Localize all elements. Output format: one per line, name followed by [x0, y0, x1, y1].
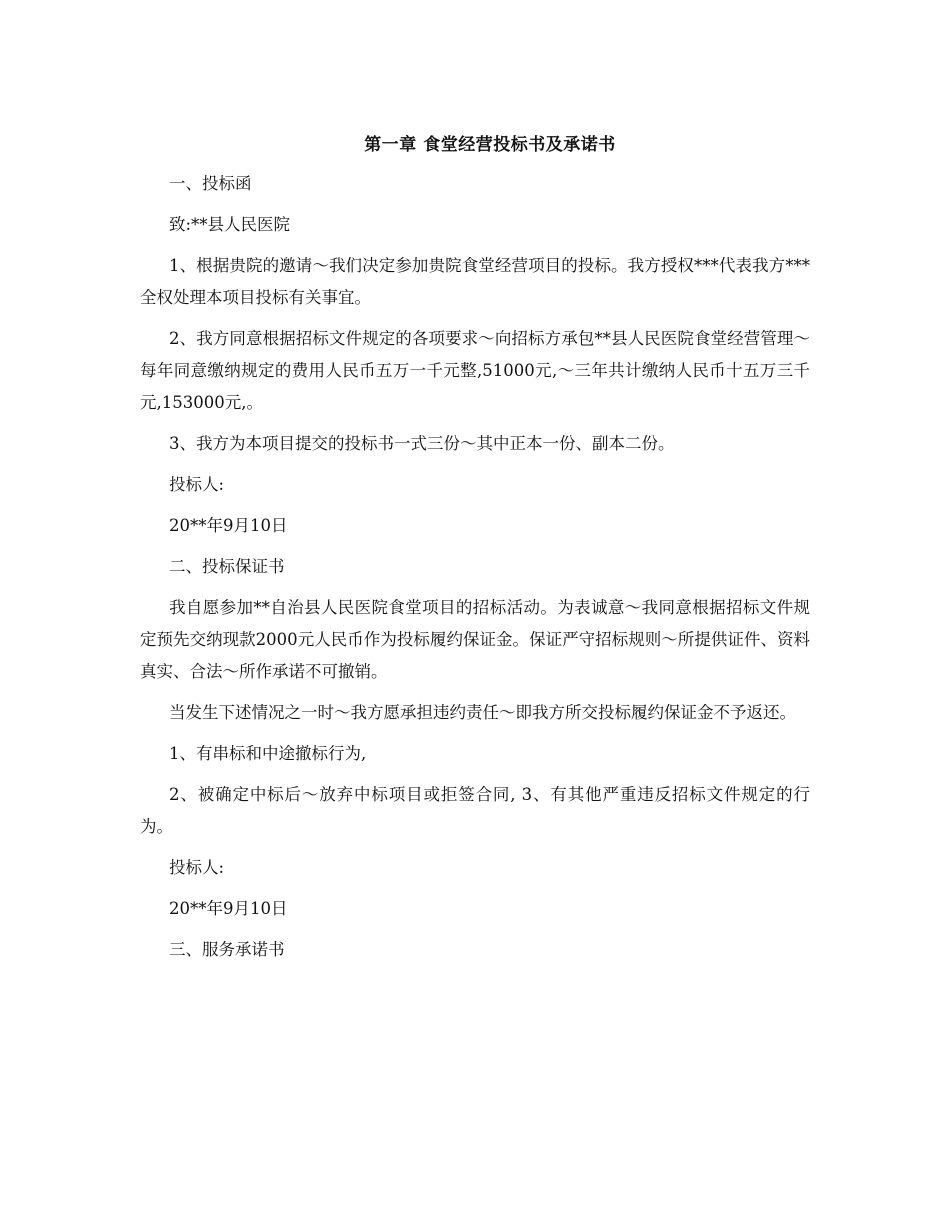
addressee: 致:**县人民医院 [169, 215, 291, 234]
bidder-label: 投标人: [169, 475, 225, 494]
document-title: 第一章 食堂经营投标书及承诺书 [364, 135, 616, 155]
paragraph-fees: 2、我方同意根据招标文件规定的各项要求～向招标方承包**县人民医院食堂经营管理～每年同意缴纳规定的费用人民币五万一千元整,51000元,～三年共计缴纳人民币十五万三千元,153000元,。 [140, 329, 810, 412]
section-heading-bid-letter: 一、投标函 [169, 174, 252, 193]
document-body [140, 168, 810, 975]
paragraph-authorization: 1、根据贵院的邀请～我们决定参加贵院食堂经营项目的投标。我方授权***代表我方***全权处理本项目投标有关事宜。 [140, 256, 810, 307]
list-item-refusal: 2、被确定中标后～放弃中标项目或拒签合同, 3、有其他严重违反招标文件规定的行为。 [140, 785, 810, 836]
bidder-label: 投标人: [169, 858, 225, 877]
date-line: 20**年9月10日 [169, 516, 288, 535]
date-line: 20**年9月10日 [169, 899, 288, 918]
paragraph-deposit: 我自愿参加**自治县人民医院食堂项目的招标活动。为表诚意～我同意根据招标文件规定预先交纳现款2000元人民币作为投标履约保证金。保证严守招标规则～所提供证件、资料真实、合法～所作承诺不可撤销。 [140, 598, 810, 681]
section-heading-service: 三、服务承诺书 [169, 940, 285, 959]
paragraph-liability: 当发生下述情况之一时～我方愿承担违约责任～即我方所交投标履约保证金不予返还。 [169, 703, 796, 722]
list-item-collusion: 1、有串标和中途撤标行为, [169, 744, 367, 763]
paragraph-copies: 3、我方为本项目提交的投标书一式三份～其中正本一份、副本二份。 [169, 434, 675, 453]
section-heading-guarantee: 二、投标保证书 [169, 557, 285, 576]
